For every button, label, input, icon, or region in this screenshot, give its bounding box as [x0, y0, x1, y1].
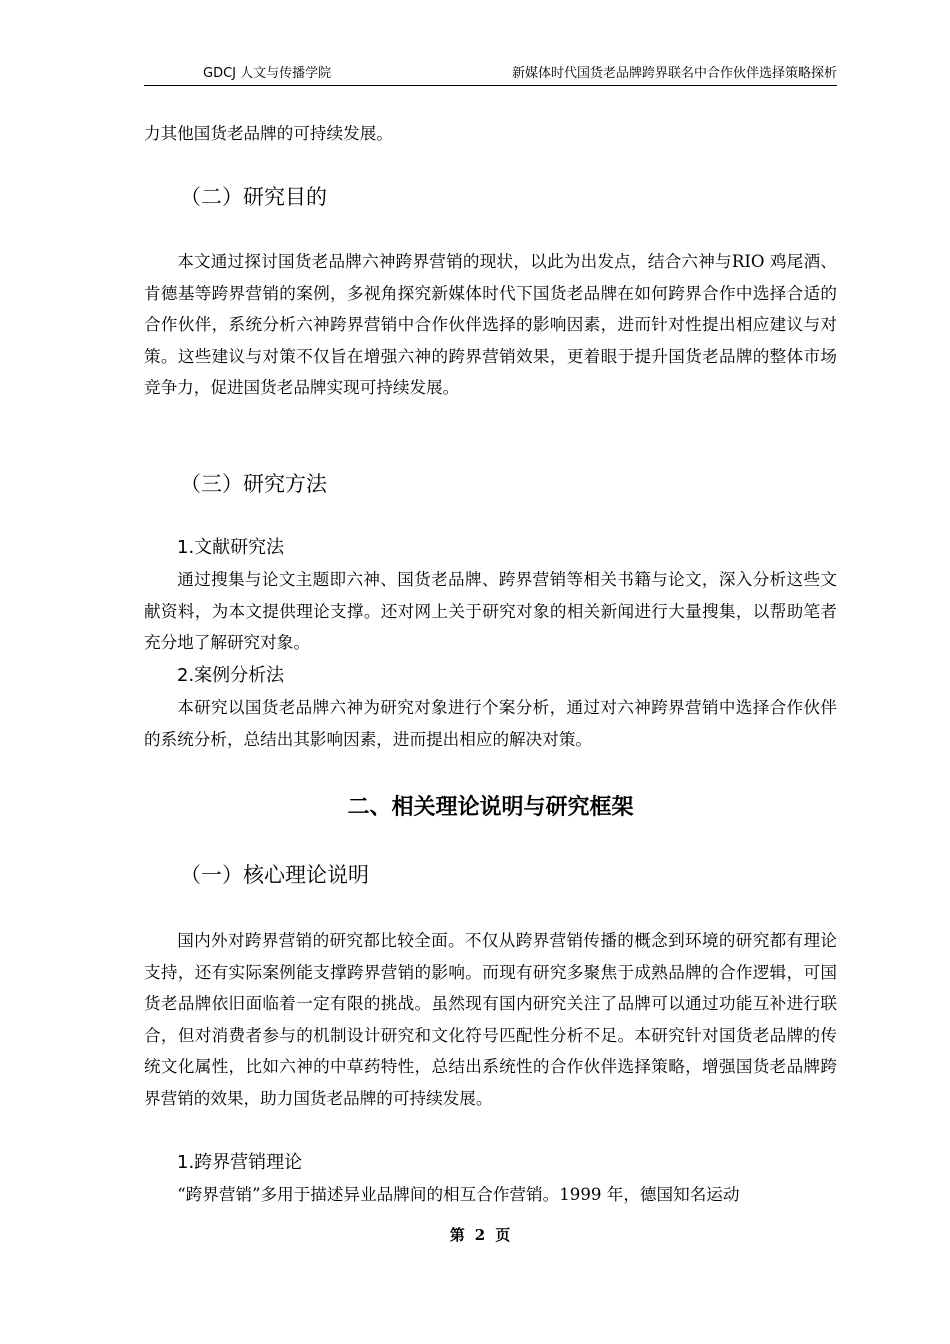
- footer-suffix: 页: [495, 1226, 511, 1244]
- carryover-paragraph: 力其他国货老品牌的可持续发展。: [144, 124, 393, 143]
- method-2-heading: 2.案例分析法: [177, 665, 285, 686]
- page-footer: [0, 1225, 950, 1245]
- header-rule: [144, 85, 837, 86]
- section-2-heading: （二）研究目的: [180, 185, 327, 209]
- method-1-heading: 1.文献研究法: [177, 537, 285, 558]
- footer-prefix: 第: [449, 1226, 465, 1244]
- method-2-paragraph: 本研究以国货老品牌六神为研究对象进行个案分析，通过对六神跨界营销中选择合作伙伴的系统分析，总结出其影响因素，进而提出相应的解决对策。: [144, 698, 837, 749]
- section-1-paragraph: 国内外对跨界营销的研究都比较全面。不仅从跨界营销传播的概念到环境的研究都有理论支持，还有实际案例能支撑跨界营销的影响。而现有研究多聚焦于成熟品牌的合作逻辑，可国货老品牌依旧面临着一定有限的挑战。虽然现有国内研究关注了品牌可以通过功能互补进行联合，但对消费者参与的机制设计研究和文化符号匹配性分析不足。本研究针对国货老品牌的传统文化属性，比如六神的中草药特性，总结出系统性的合作伙伴选择策略，增强国货老品牌跨界营销的效果，助力国货老品牌的可持续发展。: [144, 931, 837, 1108]
- method-1-paragraph: 通过搜集与论文主题即六神、国货老品牌、跨界营销等相关书籍与论文，深入分析这些文献资料，为本文提供理论支撑。还对网上关于研究对象的相关新闻进行大量搜集，以帮助笔者充分地了解研究对象。: [144, 570, 837, 652]
- theory-1-heading: 1.跨界营销理论: [177, 1152, 303, 1173]
- chapter-2-heading: 二、相关理论说明与研究框架: [347, 795, 634, 820]
- theory-1-paragraph: “跨界营销”多用于描述异业品牌间的相互合作营销。1999 年，德国知名运动: [177, 1185, 740, 1204]
- section-3-heading: （三）研究方法: [180, 472, 327, 496]
- header-left: GDCJ 人文与传播学院: [203, 66, 332, 81]
- section-1-heading: （一）核心理论说明: [180, 863, 369, 887]
- page-number: 2: [474, 1226, 486, 1244]
- section-2-paragraph: 本文通过探讨国货老品牌六神跨界营销的现状，以此为出发点，结合六神与RIO 鸡尾酒、肯德基等跨界营销的案例，多视角探究新媒体时代下国货老品牌在如何跨界合作中选择合适的合作伙伴，系统分析六神跨界营销中合作伙伴选择的影响因素，进而针对性提出相应建议与对策。这些建议与对策不仅旨在增强六神的跨界营销效果，更着眼于提升国货老品牌的整体市场竞争力，促进国货老品牌实现可持续发展。: [144, 252, 837, 397]
- header-right: 新媒体时代国货老品牌跨界联名中合作伙伴选择策略探析: [511, 66, 837, 81]
